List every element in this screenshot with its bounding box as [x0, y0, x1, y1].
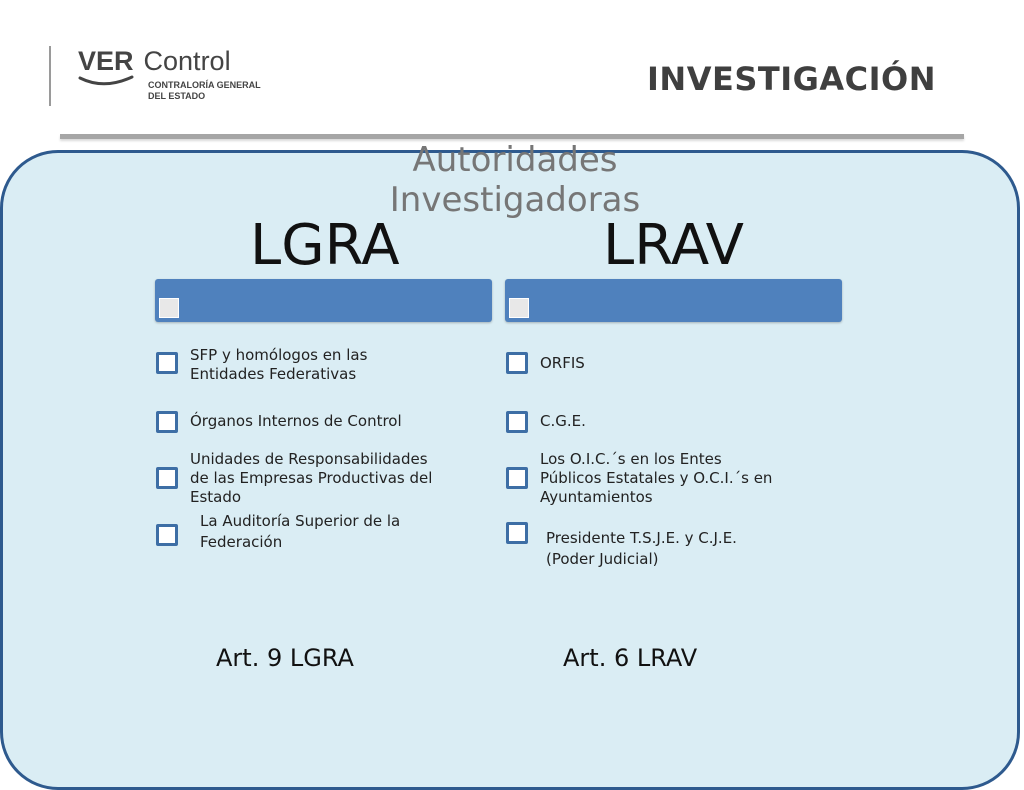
logo-brand: VER [78, 46, 134, 76]
list-item-text: La Auditoría Superior de la Federación [200, 512, 401, 551]
list-item-text: ORFIS [540, 354, 585, 372]
logo-divider [49, 46, 51, 106]
logo-subtitle [148, 80, 261, 102]
list-item-text: Presidente T.S.J.E. y C.J.E. (Poder Judicial) [546, 529, 737, 568]
header-square-icon [509, 298, 529, 318]
header-square-icon [159, 298, 179, 318]
column-header-bar-lgra [155, 279, 492, 322]
list-item-text: SFP y homólogos en las Entidades Federativas [190, 346, 368, 383]
checkbox-square-icon [156, 467, 178, 489]
checkbox-square-icon [156, 524, 178, 546]
checkbox-square-icon [506, 411, 528, 433]
header-rule [60, 134, 964, 139]
column-title-lgra: LGRA [250, 213, 400, 278]
logo-subtitle-line1: CONTRALORÍA GENERAL [148, 80, 261, 90]
logo-subtitle-line2: DEL ESTADO [148, 91, 206, 101]
article-reference-lrav: Art. 6 LRAV [563, 644, 698, 672]
logo-product: Control [143, 46, 231, 76]
column-header-bar-lrav [505, 279, 842, 322]
logo [78, 46, 261, 101]
panel-subtitle [360, 140, 670, 220]
checkbox-square-icon [506, 467, 528, 489]
logo-wordmark [78, 46, 231, 76]
checkbox-square-icon [156, 352, 178, 374]
column-title-lrav: LRAV [603, 213, 744, 278]
checkbox-square-icon [506, 352, 528, 374]
swoosh-icon [78, 74, 134, 88]
subtitle-line1: Autoridades [412, 140, 618, 180]
list-item-text: Órganos Internos de Control [190, 412, 402, 430]
list-item-text: Unidades de Responsabilidades de las Empresas Productivas del Estado [190, 450, 433, 506]
checkbox-square-icon [506, 522, 528, 544]
list-item-text: C.G.E. [540, 412, 586, 430]
list-item-text: Los O.I.C.´s en los Entes Públicos Estatales y O.C.I.´s en Ayuntamientos [540, 450, 773, 506]
checkbox-square-icon [156, 411, 178, 433]
page-title: INVESTIGACIÓN [647, 60, 936, 98]
article-reference-lgra: Art. 9 LGRA [216, 644, 354, 672]
subtitle-line2: Investigadoras [389, 180, 641, 220]
